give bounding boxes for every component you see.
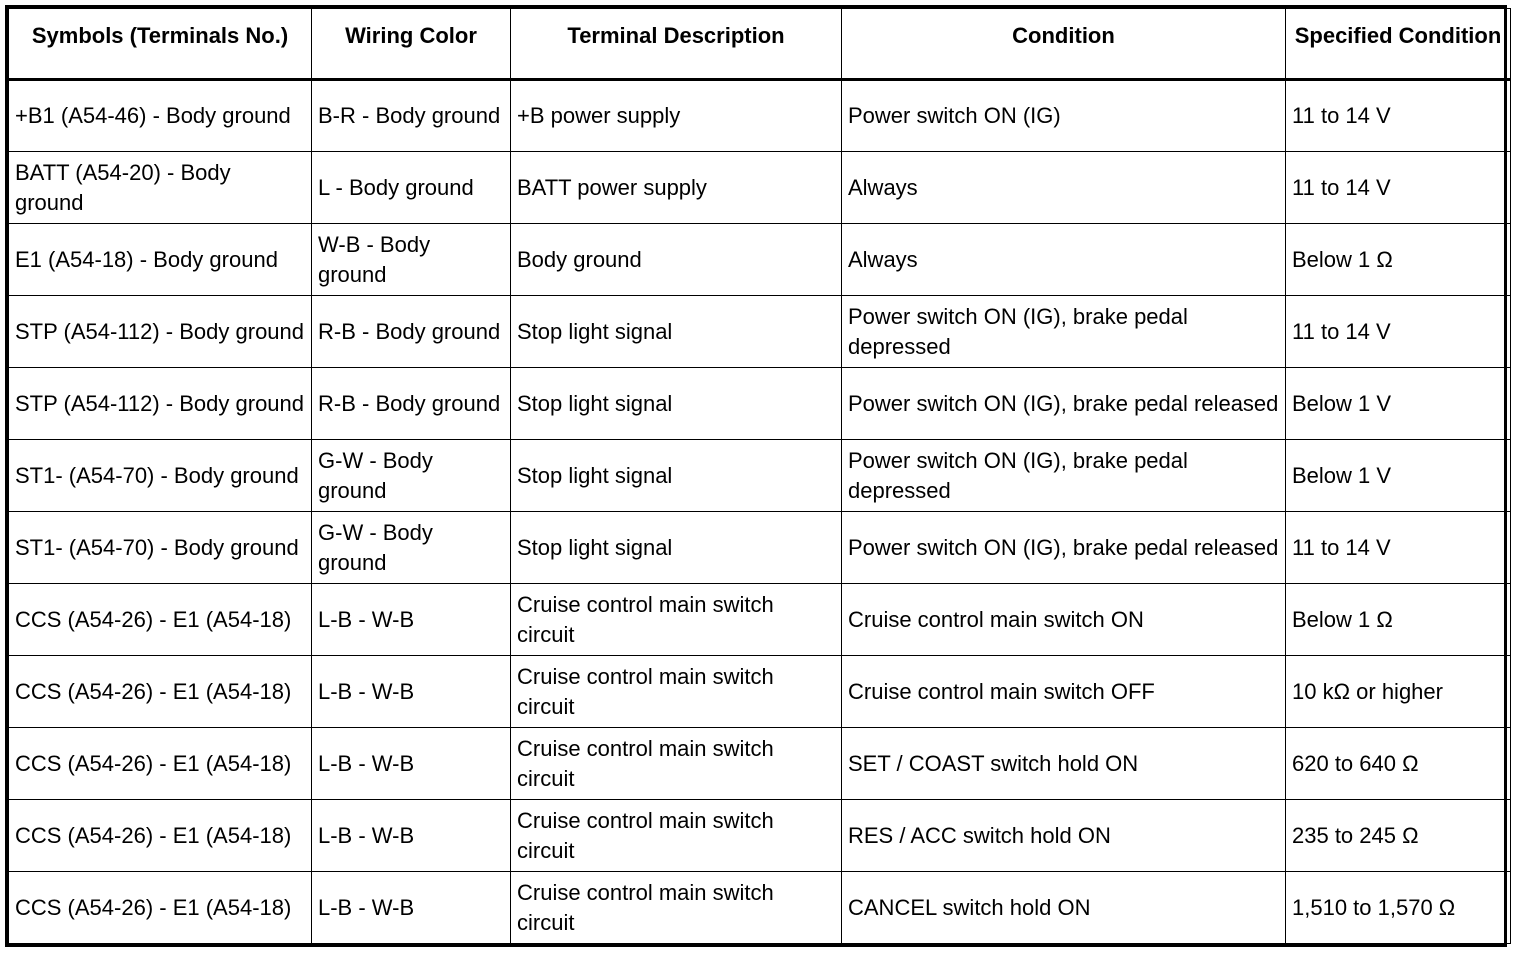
cell-symbol: E1 (A54-18) - Body ground [9,224,312,296]
cell-description: Cruise control main switch circuit [511,872,842,944]
table-row [9,440,1511,512]
cell-specified: 1,510 to 1,570 Ω [1286,872,1511,944]
table-row [9,584,1511,656]
table-row [9,800,1511,872]
cell-description: Cruise control main switch circuit [511,728,842,800]
cell-condition: Power switch ON (IG), brake pedal depressed [842,440,1286,512]
cell-condition: Always [842,224,1286,296]
cell-symbol: CCS (A54-26) - E1 (A54-18) [9,584,312,656]
header-symbols: Symbols (Terminals No.) [9,9,312,80]
cell-specified: 11 to 14 V [1286,512,1511,584]
cell-description: Stop light signal [511,368,842,440]
cell-wiring-color: R-B - Body ground [312,296,511,368]
cell-condition: RES / ACC switch hold ON [842,800,1286,872]
table-row [9,656,1511,728]
cell-wiring-color: L-B - W-B [312,872,511,944]
cell-wiring-color: G-W - Body ground [312,512,511,584]
cell-condition: Power switch ON (IG) [842,80,1286,152]
cell-description: Cruise control main switch circuit [511,656,842,728]
cell-wiring-color: B-R - Body ground [312,80,511,152]
cell-wiring-color: L - Body ground [312,152,511,224]
table-row [9,368,1511,440]
header-condition: Condition [842,9,1286,80]
cell-condition: Cruise control main switch OFF [842,656,1286,728]
cell-symbol: ST1- (A54-70) - Body ground [9,440,312,512]
cell-wiring-color: L-B - W-B [312,800,511,872]
cell-symbol: STP (A54-112) - Body ground [9,296,312,368]
table-header-row [9,9,1511,80]
cell-condition: CANCEL switch hold ON [842,872,1286,944]
cell-description: Cruise control main switch circuit [511,800,842,872]
table-row [9,296,1511,368]
header-specified-condition: Specified Condition [1286,9,1511,80]
cell-specified: Below 1 Ω [1286,224,1511,296]
cell-specified: 620 to 640 Ω [1286,728,1511,800]
header-wiring-color: Wiring Color [312,9,511,80]
cell-wiring-color: W-B - Body ground [312,224,511,296]
cell-wiring-color: L-B - W-B [312,728,511,800]
cell-symbol: CCS (A54-26) - E1 (A54-18) [9,800,312,872]
cell-description: Cruise control main switch circuit [511,584,842,656]
cell-symbol: CCS (A54-26) - E1 (A54-18) [9,656,312,728]
cell-description: Stop light signal [511,296,842,368]
cell-description: Stop light signal [511,512,842,584]
table-row [9,872,1511,944]
cell-symbol: BATT (A54-20) - Body ground [9,152,312,224]
cell-wiring-color: R-B - Body ground [312,368,511,440]
table-row [9,728,1511,800]
header-terminal-description: Terminal Description [511,9,842,80]
cell-wiring-color: L-B - W-B [312,656,511,728]
cell-specified: 11 to 14 V [1286,296,1511,368]
cell-wiring-color: L-B - W-B [312,584,511,656]
cell-symbol: CCS (A54-26) - E1 (A54-18) [9,872,312,944]
cell-specified: Below 1 V [1286,368,1511,440]
cell-specified: 10 kΩ or higher [1286,656,1511,728]
cell-symbol: STP (A54-112) - Body ground [9,368,312,440]
cell-condition: Cruise control main switch ON [842,584,1286,656]
cell-symbol: CCS (A54-26) - E1 (A54-18) [9,728,312,800]
cell-description: BATT power supply [511,152,842,224]
cell-condition: Always [842,152,1286,224]
table-row [9,512,1511,584]
cell-specified: 235 to 245 Ω [1286,800,1511,872]
cell-specified: 11 to 14 V [1286,80,1511,152]
table-row [9,80,1511,152]
cell-condition: Power switch ON (IG), brake pedal released [842,512,1286,584]
cell-condition: Power switch ON (IG), brake pedal depressed [842,296,1286,368]
cell-condition: SET / COAST switch hold ON [842,728,1286,800]
terminal-spec-table [8,8,1511,944]
cell-specified: 11 to 14 V [1286,152,1511,224]
cell-wiring-color: G-W - Body ground [312,440,511,512]
cell-description: +B power supply [511,80,842,152]
cell-description: Body ground [511,224,842,296]
cell-specified: Below 1 V [1286,440,1511,512]
cell-symbol: ST1- (A54-70) - Body ground [9,512,312,584]
terminal-spec-table-container [5,5,1507,947]
cell-symbol: +B1 (A54-46) - Body ground [9,80,312,152]
cell-condition: Power switch ON (IG), brake pedal released [842,368,1286,440]
table-row [9,224,1511,296]
cell-description: Stop light signal [511,440,842,512]
cell-specified: Below 1 Ω [1286,584,1511,656]
table-row [9,152,1511,224]
